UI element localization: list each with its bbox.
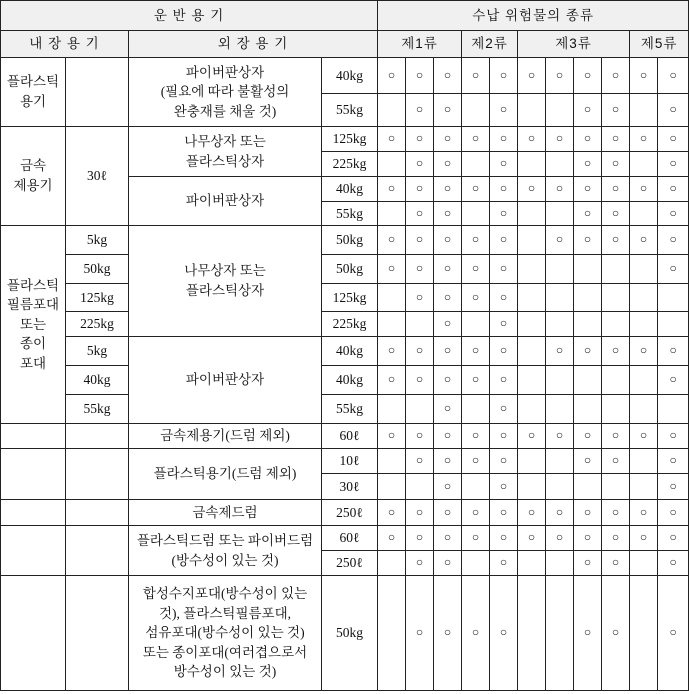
table-row [1, 284, 689, 312]
mark-cell: ○ [602, 424, 630, 449]
mark-cell: ○ [658, 255, 689, 284]
mark-cell: ○ [658, 202, 689, 226]
mark-cell: ○ [546, 526, 574, 551]
mark-cell [546, 551, 574, 576]
mark-cell: ○ [630, 526, 658, 551]
table-row [1, 500, 689, 526]
mark-cell: ○ [490, 94, 518, 127]
mark-cell: ○ [602, 58, 630, 94]
mark-cell: ○ [406, 449, 434, 474]
mark-cell: ○ [434, 127, 462, 152]
mark-cell: ○ [630, 424, 658, 449]
plastic-container-label: 플라스틱 용기 [1, 58, 66, 127]
mark-cell: ○ [658, 127, 689, 152]
outer-wood-plastic-box: 나무상자 또는 플라스틱상자 [129, 226, 322, 337]
mark-cell: ○ [434, 449, 462, 474]
mark-cell [378, 474, 406, 500]
outer-fiberboard-fill: 파이버판상자 (필요에 따라 불활성의 완충재를 채울 것) [129, 58, 322, 127]
mark-cell: ○ [406, 255, 434, 284]
mark-cell [630, 94, 658, 127]
mark-cell: ○ [574, 551, 602, 576]
mark-cell: ○ [490, 337, 518, 366]
mark-cell [518, 284, 546, 312]
mark-cell: ○ [658, 424, 689, 449]
mark-cell [378, 152, 406, 177]
mark-cell: ○ [630, 127, 658, 152]
mark-cell: ○ [490, 366, 518, 395]
mark-cell [602, 284, 630, 312]
mark-cell [546, 395, 574, 424]
mark-cell: ○ [406, 576, 434, 691]
capacity-cell: 125kg [322, 284, 378, 312]
inner-weight-blank [66, 526, 129, 576]
mark-cell [378, 284, 406, 312]
mark-cell: ○ [518, 177, 546, 202]
outer-plastic-fiber-drum: 플라스틱드럼 또는 파이버드럼 (방수성이 있는 것) [129, 526, 322, 576]
mark-cell: ○ [434, 395, 462, 424]
mark-cell [602, 474, 630, 500]
mark-cell [658, 284, 689, 312]
mark-cell [602, 366, 630, 395]
mark-cell: ○ [434, 152, 462, 177]
mark-cell: ○ [490, 127, 518, 152]
mark-cell: ○ [378, 337, 406, 366]
mark-cell: ○ [462, 226, 490, 255]
mark-cell: ○ [602, 152, 630, 177]
capacity-cell: 55kg [322, 94, 378, 127]
mark-cell [462, 395, 490, 424]
mark-cell: ○ [406, 177, 434, 202]
mark-cell: ○ [434, 424, 462, 449]
mark-cell: ○ [658, 449, 689, 474]
mark-cell: ○ [378, 424, 406, 449]
mark-cell: ○ [490, 526, 518, 551]
outer-plastic-container: 플라스틱용기(드럼 제외) [129, 449, 322, 500]
mark-cell: ○ [462, 449, 490, 474]
mark-cell: ○ [378, 58, 406, 94]
inner-weight: 125kg [66, 284, 129, 312]
mark-cell [518, 474, 546, 500]
outer-metal-container: 금속제용기(드럼 제외) [129, 424, 322, 449]
mark-cell: ○ [406, 127, 434, 152]
mark-cell: ○ [574, 152, 602, 177]
mark-cell: ○ [490, 152, 518, 177]
capacity-cell: 30ℓ [322, 474, 378, 500]
mark-cell: ○ [602, 226, 630, 255]
mark-cell: ○ [574, 337, 602, 366]
header-class-2: 제2류 [462, 31, 518, 58]
table-row [1, 424, 689, 449]
capacity-cell: 50kg [322, 226, 378, 255]
mark-cell [574, 395, 602, 424]
mark-cell [518, 366, 546, 395]
mark-cell [602, 312, 630, 337]
capacity-cell: 225kg [322, 312, 378, 337]
mark-cell [462, 94, 490, 127]
mark-cell [518, 94, 546, 127]
mark-cell: ○ [378, 127, 406, 152]
mark-cell [658, 395, 689, 424]
mark-cell: ○ [630, 337, 658, 366]
mark-cell: ○ [658, 177, 689, 202]
mark-cell: ○ [490, 500, 518, 526]
mark-cell: ○ [546, 226, 574, 255]
mark-cell [602, 255, 630, 284]
mark-cell: ○ [490, 202, 518, 226]
mark-cell [658, 312, 689, 337]
mark-cell [630, 202, 658, 226]
mark-cell: ○ [574, 94, 602, 127]
mark-cell: ○ [574, 202, 602, 226]
inner-weight: 55kg [66, 395, 129, 424]
mark-cell: ○ [406, 337, 434, 366]
mark-cell: ○ [602, 94, 630, 127]
mark-cell: ○ [518, 500, 546, 526]
outer-wood-plastic-box: 나무상자 또는 플라스틱상자 [129, 127, 322, 177]
mark-cell: ○ [434, 551, 462, 576]
mark-cell: ○ [658, 576, 689, 691]
mark-cell: ○ [490, 226, 518, 255]
capacity-cell: 40kg [322, 177, 378, 202]
mark-cell: ○ [378, 226, 406, 255]
capacity-cell: 125kg [322, 127, 378, 152]
outer-synthetic-bags: 합성수지포대(방수성이 있는 것), 플라스틱필름포대, 섬유포대(방수성이 있는 것) 또는 종이포대(여러겹으로서 방수성이 있는 것) [129, 576, 322, 691]
table-row [1, 58, 689, 94]
mark-cell: ○ [462, 424, 490, 449]
mark-cell: ○ [574, 127, 602, 152]
mark-cell [406, 395, 434, 424]
mark-cell: ○ [490, 255, 518, 284]
inner-weight: 40kg [66, 366, 129, 395]
mark-cell: ○ [406, 58, 434, 94]
mark-cell [378, 551, 406, 576]
mark-cell [518, 449, 546, 474]
inner-weight-blank [66, 449, 129, 500]
mark-cell: ○ [546, 424, 574, 449]
mark-cell: ○ [630, 500, 658, 526]
mark-cell: ○ [462, 576, 490, 691]
mark-cell: ○ [490, 474, 518, 500]
mark-cell: ○ [378, 526, 406, 551]
mark-cell: ○ [490, 551, 518, 576]
mark-cell: ○ [574, 58, 602, 94]
mark-cell [546, 312, 574, 337]
mark-cell: ○ [378, 366, 406, 395]
mark-cell: ○ [574, 576, 602, 691]
mark-cell: ○ [490, 312, 518, 337]
mark-cell [406, 474, 434, 500]
mark-cell: ○ [462, 366, 490, 395]
table-row [1, 127, 689, 152]
mark-cell: ○ [406, 500, 434, 526]
mark-cell: ○ [490, 177, 518, 202]
mark-cell: ○ [434, 474, 462, 500]
table-row [1, 366, 689, 395]
mark-cell: ○ [602, 576, 630, 691]
table-row [1, 226, 689, 255]
mark-cell: ○ [546, 127, 574, 152]
mark-cell [630, 395, 658, 424]
inner-weight: 50kg [66, 255, 129, 284]
capacity-cell: 225kg [322, 152, 378, 177]
mark-cell: ○ [462, 337, 490, 366]
inner-type-blank [1, 576, 66, 691]
mark-cell: ○ [434, 366, 462, 395]
table-row [1, 312, 689, 337]
mark-cell: ○ [434, 337, 462, 366]
mark-cell: ○ [462, 255, 490, 284]
capacity-cell: 40kg [322, 58, 378, 94]
plastic-film-bag-label: 플라스틱 필름포대 또는 종이 포대 [1, 226, 66, 424]
mark-cell: ○ [490, 395, 518, 424]
inner-blank [66, 58, 129, 127]
mark-cell: ○ [434, 94, 462, 127]
mark-cell [518, 337, 546, 366]
mark-cell [518, 152, 546, 177]
capacity-cell: 250ℓ [322, 500, 378, 526]
mark-cell: ○ [574, 526, 602, 551]
mark-cell [462, 312, 490, 337]
metal-container-label: 금속 제용기 [1, 127, 66, 226]
mark-cell: ○ [630, 226, 658, 255]
mark-cell [378, 312, 406, 337]
mark-cell: ○ [490, 58, 518, 94]
table-row [1, 576, 689, 691]
mark-cell: ○ [462, 526, 490, 551]
capacity-cell: 60ℓ [322, 424, 378, 449]
mark-cell: ○ [462, 500, 490, 526]
mark-cell [546, 474, 574, 500]
mark-cell: ○ [546, 58, 574, 94]
mark-cell: ○ [658, 474, 689, 500]
inner-weight-blank [66, 576, 129, 691]
inner-type-blank [1, 449, 66, 500]
inner-weight-blank [66, 424, 129, 449]
mark-cell: ○ [434, 226, 462, 255]
mark-cell [630, 255, 658, 284]
mark-cell: ○ [602, 449, 630, 474]
inner-weight: 225kg [66, 312, 129, 337]
mark-cell: ○ [658, 94, 689, 127]
mark-cell: ○ [574, 177, 602, 202]
capacity-cell: 40kg [322, 337, 378, 366]
mark-cell: ○ [546, 177, 574, 202]
mark-cell: ○ [406, 526, 434, 551]
mark-cell: ○ [406, 284, 434, 312]
header-outer-container: 외 장 용 기 [129, 31, 378, 58]
mark-cell: ○ [406, 202, 434, 226]
mark-cell [518, 226, 546, 255]
capacity-cell: 60ℓ [322, 526, 378, 551]
capacity-cell: 55kg [322, 395, 378, 424]
mark-cell [518, 576, 546, 691]
mark-cell [630, 284, 658, 312]
mark-cell: ○ [658, 526, 689, 551]
mark-cell [574, 312, 602, 337]
mark-cell: ○ [434, 576, 462, 691]
capacity-cell: 50kg [322, 576, 378, 691]
mark-cell [462, 474, 490, 500]
mark-cell: ○ [434, 500, 462, 526]
mark-cell [574, 366, 602, 395]
mark-cell [602, 395, 630, 424]
table-row [1, 337, 689, 366]
mark-cell [630, 576, 658, 691]
mark-cell [630, 474, 658, 500]
mark-cell [546, 366, 574, 395]
mark-cell: ○ [378, 500, 406, 526]
header-class-5: 제5류 [630, 31, 689, 58]
capacity-cell: 10ℓ [322, 449, 378, 474]
mark-cell [630, 366, 658, 395]
mark-cell: ○ [434, 255, 462, 284]
capacity-cell: 55kg [322, 202, 378, 226]
inner-volume: 30ℓ [66, 127, 129, 226]
inner-type-blank [1, 500, 66, 526]
mark-cell: ○ [462, 284, 490, 312]
mark-cell [406, 312, 434, 337]
outer-metal-drum: 금속제드럼 [129, 500, 322, 526]
mark-cell [378, 202, 406, 226]
mark-cell: ○ [602, 551, 630, 576]
mark-cell [630, 152, 658, 177]
mark-cell [378, 576, 406, 691]
header-class-1: 제1류 [378, 31, 462, 58]
mark-cell [518, 395, 546, 424]
header-transport-container: 운 반 용 기 [1, 1, 378, 31]
mark-cell [462, 551, 490, 576]
capacity-cell: 50kg [322, 255, 378, 284]
mark-cell: ○ [406, 94, 434, 127]
mark-cell: ○ [518, 58, 546, 94]
mark-cell [378, 395, 406, 424]
mark-cell: ○ [574, 449, 602, 474]
mark-cell: ○ [546, 500, 574, 526]
mark-cell: ○ [434, 526, 462, 551]
mark-cell: ○ [462, 127, 490, 152]
mark-cell [546, 94, 574, 127]
mark-cell [630, 449, 658, 474]
mark-cell: ○ [546, 337, 574, 366]
mark-cell: ○ [602, 337, 630, 366]
outer-fiberboard-box: 파이버판상자 [129, 337, 322, 424]
mark-cell: ○ [462, 58, 490, 94]
mark-cell: ○ [658, 366, 689, 395]
mark-cell [574, 474, 602, 500]
mark-cell: ○ [490, 576, 518, 691]
mark-cell: ○ [434, 177, 462, 202]
mark-cell: ○ [406, 366, 434, 395]
header-class-3: 제3류 [518, 31, 630, 58]
mark-cell [546, 152, 574, 177]
mark-cell: ○ [574, 424, 602, 449]
table-row [1, 449, 689, 474]
mark-cell [546, 449, 574, 474]
mark-cell: ○ [434, 284, 462, 312]
header-inner-container: 내 장 용 기 [1, 31, 129, 58]
inner-weight-blank [66, 500, 129, 526]
mark-cell [462, 152, 490, 177]
mark-cell [518, 551, 546, 576]
mark-cell [546, 202, 574, 226]
mark-cell [518, 202, 546, 226]
mark-cell: ○ [658, 226, 689, 255]
mark-cell [630, 312, 658, 337]
mark-cell [546, 255, 574, 284]
inner-weight: 5kg [66, 226, 129, 255]
mark-cell [518, 255, 546, 284]
mark-cell [574, 255, 602, 284]
mark-cell: ○ [462, 177, 490, 202]
mark-cell: ○ [518, 127, 546, 152]
inner-weight: 5kg [66, 337, 129, 366]
mark-cell [378, 449, 406, 474]
mark-cell: ○ [406, 152, 434, 177]
mark-cell: ○ [434, 312, 462, 337]
capacity-cell: 40kg [322, 366, 378, 395]
mark-cell [630, 551, 658, 576]
mark-cell: ○ [602, 500, 630, 526]
mark-cell [462, 202, 490, 226]
mark-cell: ○ [602, 177, 630, 202]
mark-cell: ○ [658, 58, 689, 94]
mark-cell: ○ [434, 58, 462, 94]
inner-type-blank [1, 526, 66, 576]
table-row [1, 526, 689, 551]
mark-cell: ○ [602, 127, 630, 152]
mark-cell [378, 94, 406, 127]
mark-cell: ○ [434, 202, 462, 226]
header-hazard-type: 수납 위험물의 종류 [378, 1, 689, 31]
mark-cell: ○ [490, 284, 518, 312]
mark-cell: ○ [378, 177, 406, 202]
mark-cell: ○ [658, 500, 689, 526]
table-row [1, 395, 689, 424]
mark-cell: ○ [518, 424, 546, 449]
mark-cell: ○ [406, 424, 434, 449]
mark-cell: ○ [658, 551, 689, 576]
mark-cell: ○ [378, 255, 406, 284]
mark-cell: ○ [490, 449, 518, 474]
mark-cell: ○ [658, 337, 689, 366]
table-row [1, 255, 689, 284]
mark-cell: ○ [658, 152, 689, 177]
mark-cell: ○ [602, 202, 630, 226]
mark-cell: ○ [490, 424, 518, 449]
inner-type-blank [1, 424, 66, 449]
mark-cell: ○ [602, 526, 630, 551]
outer-fiberboard-box: 파이버판상자 [129, 177, 322, 226]
mark-cell [518, 312, 546, 337]
mark-cell: ○ [406, 226, 434, 255]
mark-cell [546, 576, 574, 691]
mark-cell [574, 284, 602, 312]
mark-cell: ○ [574, 500, 602, 526]
mark-cell: ○ [630, 177, 658, 202]
mark-cell: ○ [406, 551, 434, 576]
mark-cell: ○ [630, 58, 658, 94]
capacity-cell: 250ℓ [322, 551, 378, 576]
mark-cell: ○ [574, 226, 602, 255]
mark-cell: ○ [518, 526, 546, 551]
mark-cell [546, 284, 574, 312]
